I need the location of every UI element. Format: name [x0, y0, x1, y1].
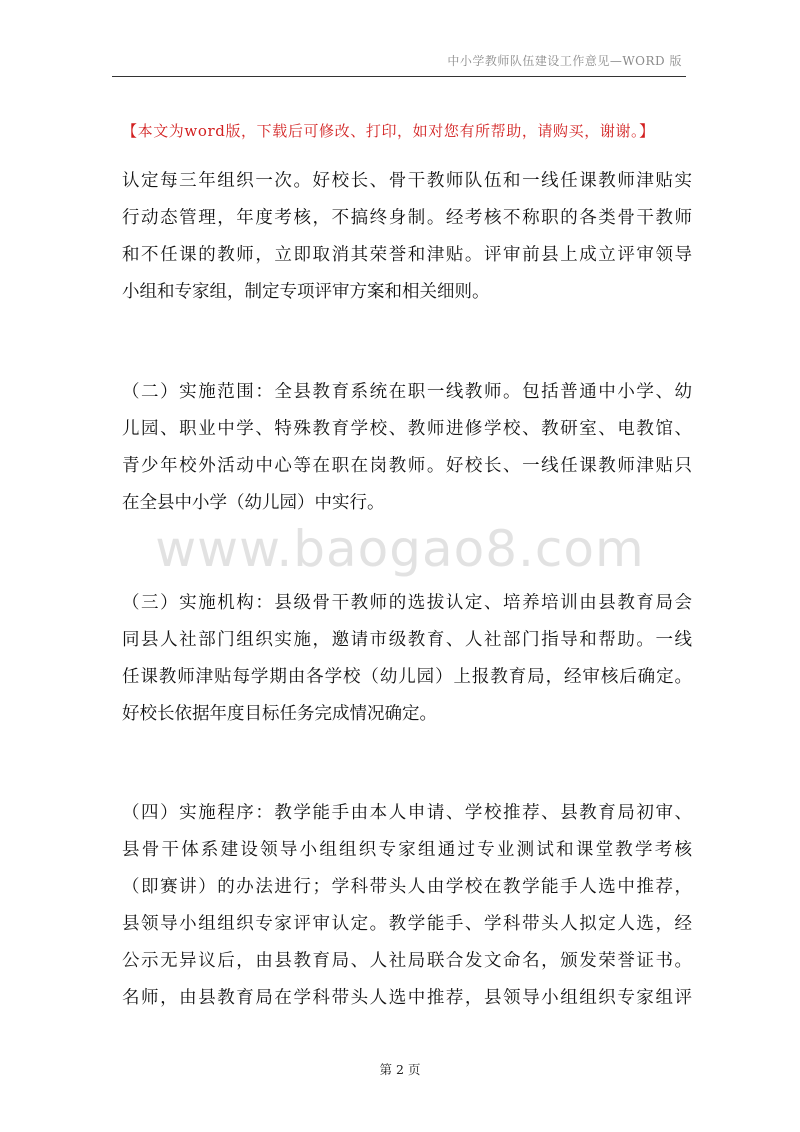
- paragraph-line: （二）实施范围：全县教育系统在职一线教师。包括普通中小学、幼: [122, 382, 692, 402]
- paragraph-2-scope: [122, 374, 692, 522]
- paragraph-line: （四）实施程序：教学能手由本人申请、学校推荐、县教育局初审、: [122, 803, 692, 823]
- paragraph-line: 小组和专家组，制定专项评审方案和相关细则。: [122, 282, 490, 302]
- purchase-notice: 【本文为word版，下载后可修改、打印，如对您有所帮助，请购买，谢谢。】: [122, 122, 655, 140]
- header-title: 中小学教师队伍建设工作意见—WORD 版: [447, 54, 682, 68]
- paragraph-4-procedure: [122, 795, 692, 1017]
- paragraph-line: 认定每三年组织一次。好校长、骨干教师队伍和一线任课教师津贴实: [122, 171, 692, 191]
- paragraph-line: 同县人社部门组织实施，邀请市级教育、人社部门指导和帮助。一线: [122, 630, 692, 650]
- paragraph-1: [122, 163, 692, 311]
- watermark: www.baogao8.com: [155, 520, 645, 578]
- paragraph-line: 名师，由县教育局在学科带头人选中推荐，县领导小组组织专家组评: [122, 988, 692, 1008]
- paragraph-line: 县领导小组组织专家评审认定。教学能手、学科带头人拟定人选，经: [122, 914, 692, 934]
- paragraph-3-agency: [122, 585, 692, 733]
- page-number: 第 2 页: [379, 1062, 421, 1077]
- paragraph-line: 行动态管理，年度考核，不搞终身制。经考核不称职的各类骨干教师: [122, 208, 692, 228]
- header-divider: [112, 76, 686, 77]
- paragraph-line: 儿园、职业中学、特殊教育学校、教师进修学校、教研室、电教馆、: [122, 419, 692, 439]
- paragraph-line: （即赛讲）的办法进行；学科带头人由学校在教学能手人选中推荐，: [122, 877, 692, 897]
- paragraph-line: 青少年校外活动中心等在职在岗教师。好校长、一线任课教师津贴只: [122, 456, 692, 476]
- paragraph-line: 公示无异议后，由县教育局、人社局联合发文命名，颁发荣誉证书。: [122, 951, 692, 971]
- paragraph-line: 和不任课的教师，立即取消其荣誉和津贴。评审前县上成立评审领导: [122, 245, 692, 265]
- paragraph-line: 任课教师津贴每学期由各学校（幼儿园）上报教育局，经审核后确定。: [122, 667, 692, 687]
- paragraph-line: 县骨干体系建设领导小组组织专家组通过专业测试和课堂教学考核: [122, 840, 692, 860]
- paragraph-line: 在全县中小学（幼儿园）中实行。: [122, 493, 385, 513]
- paragraph-line: 好校长依据年度目标任务完成情况确定。: [122, 704, 437, 724]
- paragraph-line: （三）实施机构：县级骨干教师的选拔认定、培养培训由县教育局会: [122, 593, 692, 613]
